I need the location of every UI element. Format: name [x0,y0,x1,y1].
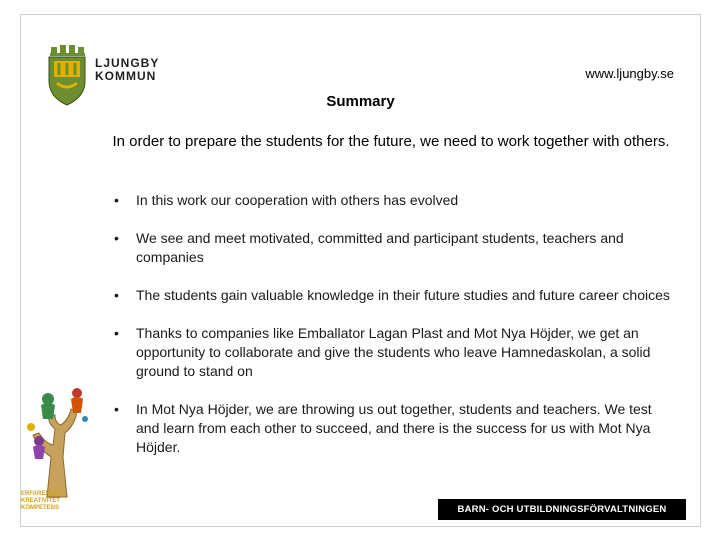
tree-logo-line-1: ERFARENHET [21,491,62,497]
bullet-text: In this work our cooperation with others has evolved [136,192,459,208]
list-item [114,286,674,305]
bullet-text: We see and meet motivated, committed and participant students, teachers and companies [136,230,624,265]
bullet-text: The students gain valuable knowledge in their future studies and future career choices [136,287,670,303]
logo-text [95,57,159,83]
slide [20,14,701,527]
tree-logo [19,379,99,519]
bullet-icon: • [114,287,119,303]
list-item [114,229,674,267]
bullet-icon: • [114,192,119,208]
tree-logo-text [21,491,62,512]
logo-line-2: KOMMUN [95,69,157,83]
logo-line-1: LJUNGBY [95,56,160,70]
list-item [114,191,674,210]
intro-text: In order to prepare the students for the future, we need to work together with others. [112,133,670,150]
page-title: Summary [326,93,395,110]
list-item [114,324,674,381]
bullet-icon: • [114,325,119,341]
website-url[interactable]: www.ljungby.se [585,66,674,81]
bullet-icon: • [114,230,119,246]
bullet-list [114,191,674,476]
list-item [114,400,674,457]
tree-logo-line-2: KREATIVITET [21,498,60,504]
bullet-icon: • [114,401,119,417]
footer-bar: BARN- OCH UTBILDNINGSFÖRVALTNINGEN [438,499,686,520]
tree-logo-line-3: KOMPETENS [21,505,60,511]
bullet-text: Thanks to companies like Emballator Lagan Plast and Mot Nya Höjder, we get an opportunity to collaborate and give the students who leave Hamnedaskolan, a solid ground to stand on [136,325,651,379]
bullet-text: In Mot Nya Höjder, we are throwing us out together, students and teachers. We test and learn from each other to succeed, and there is the success for us with Mot Nya Höjder. [136,401,652,455]
